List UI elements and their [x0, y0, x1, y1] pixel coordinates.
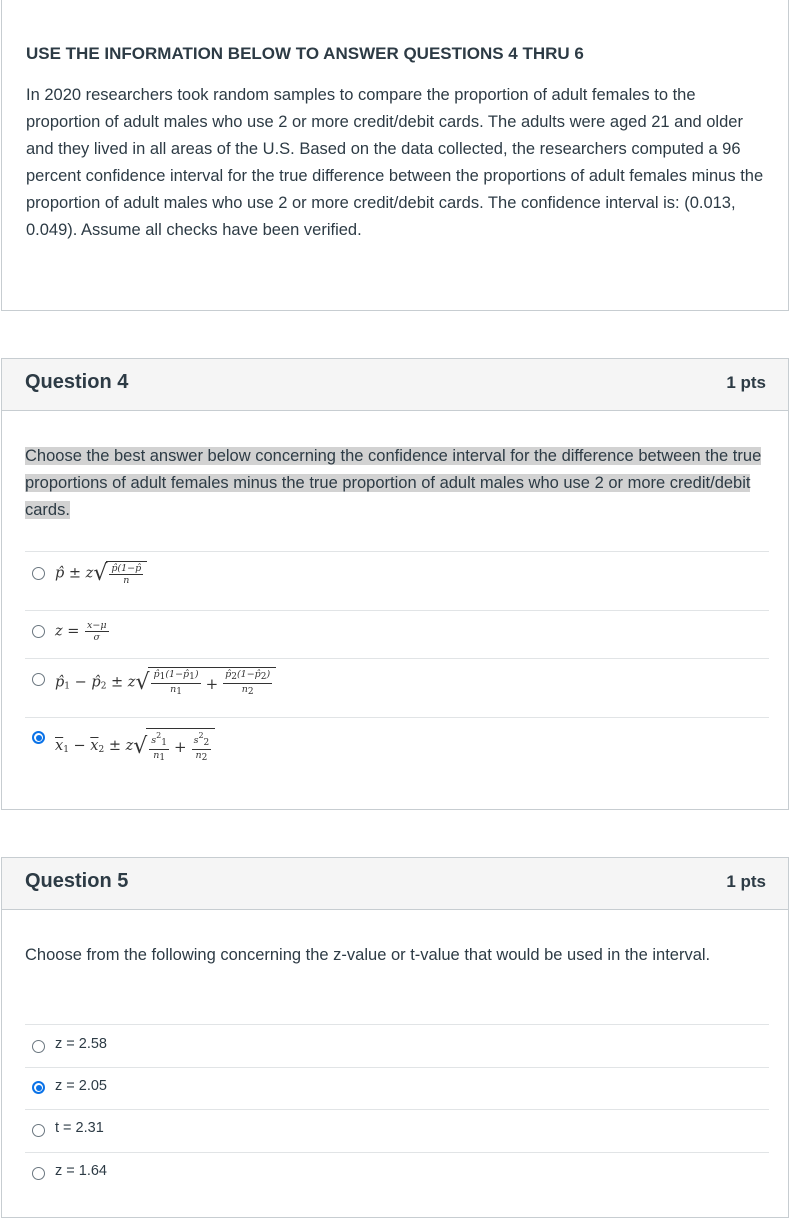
- answer-formula: $\overline{x}_1 - \overline{x}_2 \pm z√$ $\frac{s^21}{n1}$ + $\frac{s^22}{n2}$: [55, 728, 215, 764]
- answer-label: t = 2.31: [55, 1120, 104, 1136]
- answer-option-2[interactable]: [25, 610, 769, 658]
- answer-option-4[interactable]: [25, 1152, 769, 1195]
- answer-formula: z = $\frac{x-\mu}{\sigma}$: [55, 620, 107, 643]
- answer-list: [25, 1024, 769, 1195]
- question-prompt-text: Choose the best answer below concerning the confidence interval for the difference between the true proportions of adult females minus the true proportion of adult males who use 2 or more credit/debit cards.: [25, 447, 762, 519]
- answer-radio[interactable]: [32, 625, 45, 638]
- question-5-panel: [1, 857, 789, 1218]
- answer-label: z = 1.64: [55, 1163, 107, 1179]
- answer-radio[interactable]: [32, 1124, 45, 1137]
- answer-radio[interactable]: [32, 673, 45, 686]
- answer-list: [25, 551, 769, 779]
- answer-radio-selected[interactable]: [32, 731, 45, 744]
- question-header: [2, 359, 788, 411]
- question-prompt: Choose from the following concerning the z-value or t-value that would be used in the interval.: [25, 946, 711, 964]
- answer-formula: $p̂_1$ − $p̂_2 \pm z√$ $\frac{p̂1(1-p̂1)}{n1}$ + $\frac{p̂2(1-p̂2)}{n2}$: [55, 667, 276, 698]
- answer-option-3[interactable]: [25, 658, 769, 717]
- question-header: [2, 858, 788, 910]
- answer-option-2[interactable]: [25, 1067, 769, 1109]
- answer-label: z = 2.05: [55, 1078, 107, 1094]
- answer-option-1[interactable]: [25, 1024, 769, 1067]
- question-title: Question 5: [25, 870, 129, 892]
- info-panel: [1, 0, 789, 311]
- answer-radio[interactable]: [32, 1167, 45, 1180]
- answer-option-4[interactable]: [25, 717, 769, 779]
- answer-option-1[interactable]: [25, 551, 769, 610]
- info-body: In 2020 researchers took random samples to compare the proportion of adult females to the proportion of adult males who use 2 or more credit/debit cards. The adults were aged 21 and older and they lived in all areas of the U.S. Based on the data collected, the researchers computed a 96 percent confidence interval for the true difference between the proportions of adult females minus the proportion of adult males who use 2 or more credit/debit cards. The confidence interval is: (0.013, 0.049). Assume all checks have been verified.: [26, 86, 764, 239]
- answer-label: z = 2.58: [55, 1036, 107, 1052]
- answer-radio-selected[interactable]: [32, 1081, 45, 1094]
- info-heading: USE THE INFORMATION BELOW TO ANSWER QUESTIONS 4 THRU 6: [26, 44, 584, 63]
- answer-radio[interactable]: [32, 1040, 45, 1053]
- answer-radio[interactable]: [32, 567, 45, 580]
- question-title: Question 4: [25, 371, 129, 393]
- question-prompt: [25, 443, 765, 524]
- question-points: 1 pts: [726, 373, 766, 392]
- answer-option-3[interactable]: [25, 1109, 769, 1152]
- answer-formula: p̂ ± z√ $\frac{p̂(1-p̂}{n}$: [55, 561, 147, 586]
- question-4-panel: [1, 358, 789, 810]
- question-points: 1 pts: [726, 872, 766, 891]
